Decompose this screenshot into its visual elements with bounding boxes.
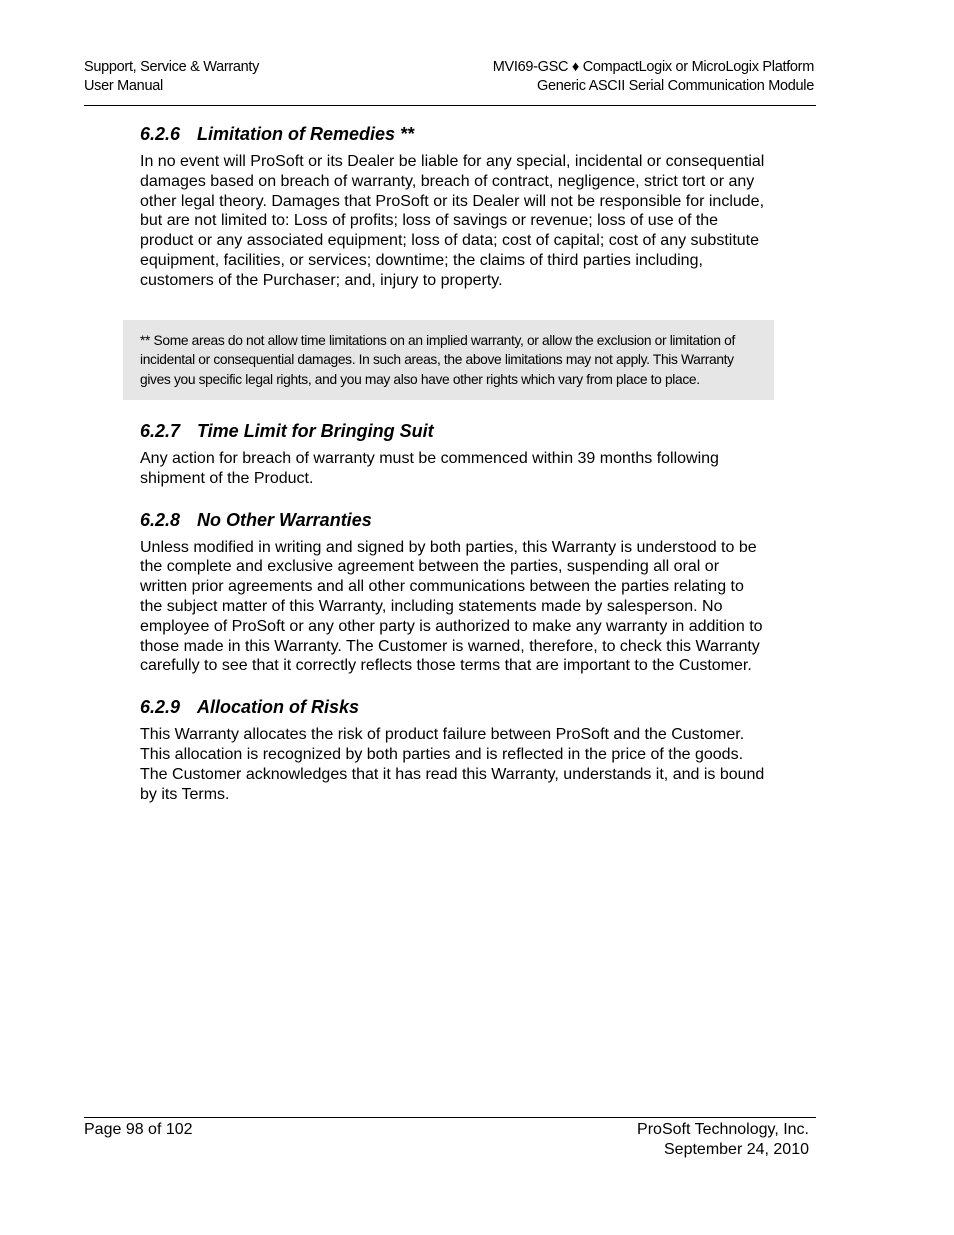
section-body: Any action for breach of warranty must be commenced within 39 months following shipment of the Product. [140, 449, 719, 487]
section-heading [140, 123, 780, 145]
section-body: This Warranty allocates the risk of product failure between ProSoft and the Customer. This allocation is recognized by both parties and is reflected in the price of the goods. The Customer acknowledges that it has read this Warranty, understands it, and is bound by its Terms. [140, 726, 765, 803]
page-number: Page 98 of 102 [84, 1121, 193, 1138]
header-module-name: Generic ASCII Serial Communication Module [536, 78, 814, 94]
section-number: 6.2.6 [140, 124, 181, 144]
section-limitation-of-remedies [140, 123, 780, 291]
section-body: In no event will ProSoft or its Dealer be liable for any special, incidental or consequential damages based on breach of warranty, breach of contract, negligence, strict tort or any other legal theory. Damages that ProSoft or its Dealer will not be responsible for include, but are not limited to: Loss of profits; loss of savings or revenue; loss of use of the product or any associated equipment; loss of data; cost of capital; cost of any substitute equipment, facilities, or services; downtime; the claims of third parties including, customers of the Purchaser; and, injury to property. [140, 153, 765, 289]
footnote-text: ** Some areas do not allow time limitations on an implied warranty, or allow the exclusion or limitation of incidental or consequential damages. In such areas, the above limitations may not apply. This Warranty gives you specific legal rights, and you may also have other rights which vary from place to place. [140, 332, 735, 388]
header-section-title: Support, Service & Warranty [84, 59, 260, 75]
section-title: Allocation of Risks [197, 697, 360, 718]
header-left [84, 58, 259, 96]
section-allocation-of-risks [140, 696, 780, 804]
footer-company: ProSoft Technology, Inc. [637, 1121, 809, 1138]
section-title: Limitation of Remedies ** [197, 124, 415, 144]
section-time-limit [140, 420, 780, 489]
footer-right [637, 1120, 809, 1160]
footer-date: September 24, 2010 [664, 1140, 809, 1158]
section-number: 6.2.8 [140, 509, 181, 530]
section-heading [140, 509, 780, 531]
header-manual-type: User Manual [84, 78, 163, 94]
section-number: 6.2.9 [140, 697, 181, 718]
header-right [493, 58, 814, 96]
section-title: Time Limit for Bringing Suit [197, 420, 434, 441]
section-body: Unless modified in writing and signed by both parties, this Warranty is understood to be the complete and exclusive agreement between the parties, suspending all oral or written prior agreements and all other communications between the parties relating to the subject matter of this Warranty, including statements made by salesperson. No employee of ProSoft or any other party is authorized to make any warranty in addition to those made in this Warranty. The Customer is warned, therefore, to check this Warranty carefully to see that it correctly reflects those terms that are important to the Customer. [140, 538, 763, 675]
footer-divider [84, 1117, 816, 1118]
header-divider [84, 105, 816, 106]
header-product-name: MVI69-GSC ♦ CompactLogix or MicroLogix Platform [492, 59, 814, 75]
section-heading [140, 696, 780, 718]
page-content [140, 123, 780, 804]
footnote-box [123, 320, 774, 400]
section-number: 6.2.7 [140, 420, 181, 441]
section-no-other-warranties [140, 509, 780, 677]
section-heading [140, 420, 780, 442]
section-title: No Other Warranties [197, 509, 372, 530]
